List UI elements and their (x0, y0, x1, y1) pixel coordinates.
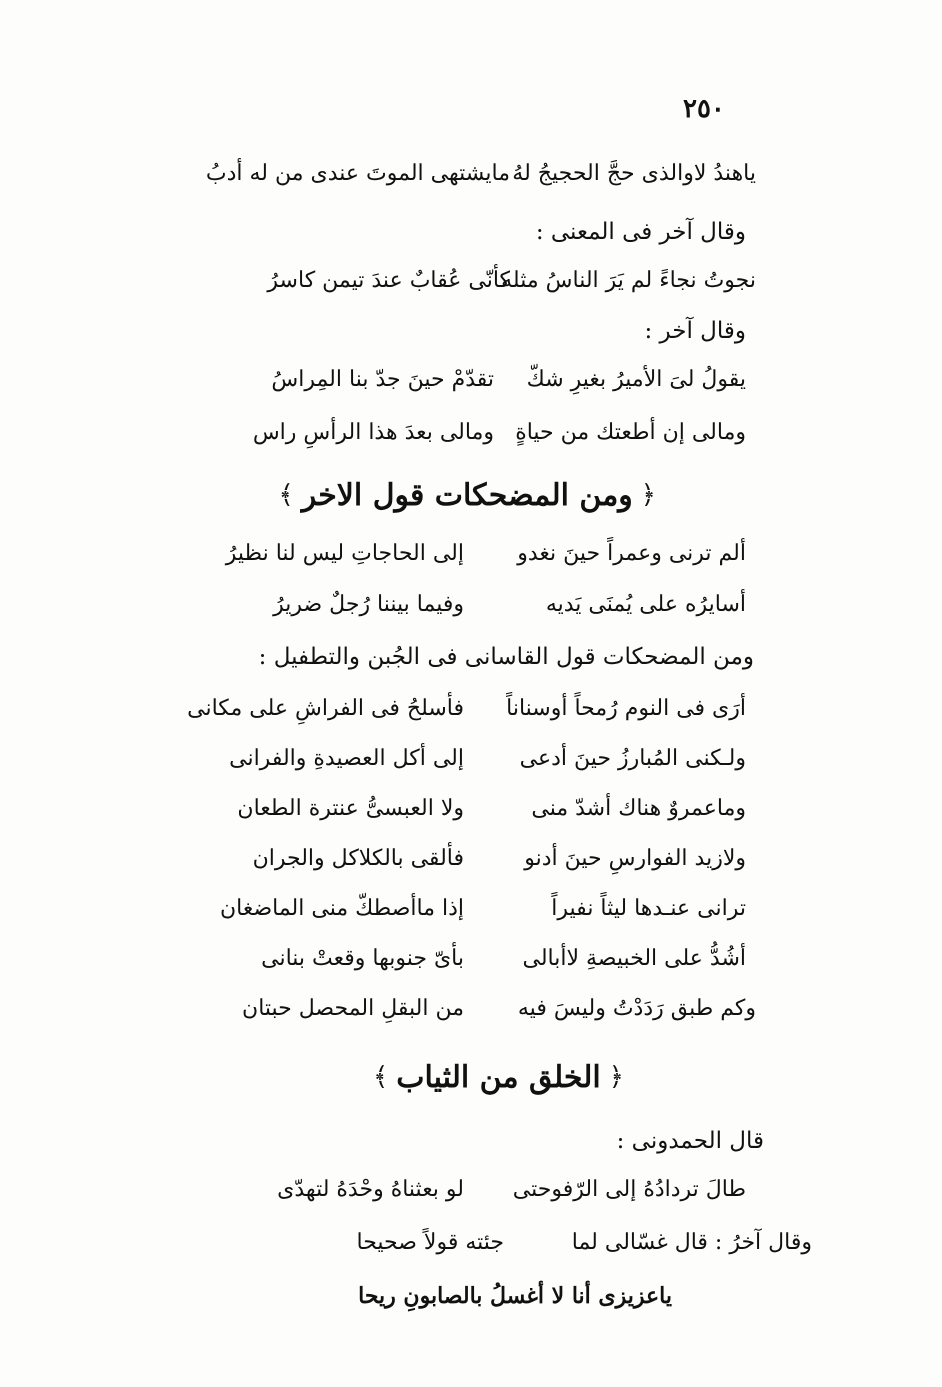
verse-left: ومالى بعدَ هذا الرأسِ راس (252, 420, 494, 445)
verse-right: أرَى فى النوم رُمحاً أوسناناً (506, 696, 746, 721)
verse-left: ولا العبسىُّ عنترة الطعان (237, 796, 464, 821)
prose-line: قال الحمدونى : (616, 1128, 764, 1154)
verse-left: فألقى بالكلاكل والجران (252, 846, 464, 871)
prose-line: وقال آخر : (644, 318, 746, 344)
verse-right: ومالى إن أطعتك من حياةٍ (515, 420, 746, 445)
page-number: ٢٥٠ (683, 94, 725, 124)
section-heading (278, 478, 656, 514)
verse-left: مايشتهى الموتَ عندى من له أدبُ (205, 161, 510, 186)
heading-text: ومن المضحكات قول الاخر (301, 478, 633, 513)
verse-left: لو بعثناهُ وحْدَهُ لتهدّى (277, 1177, 464, 1202)
heading-text: الخلق من الثياب (396, 1060, 601, 1095)
verse-right: ياعزيزى أنا لا أغسلُ بالصابونِ ريحا (358, 1283, 672, 1309)
verse-right: أسايرُه على يُمنَى يَديه (545, 592, 746, 617)
verse-left: إذا ماأصطكّ منى الماضغان (219, 896, 464, 921)
verse-left: كأنّى عُقابٌ عندَ تيمن كاسرُ (267, 268, 510, 293)
prose-line: ومن المضحكات قول القاسانى فى الجُبن والتطفيل : (258, 644, 754, 670)
verse-left: فأسلحُ فى الفراشِ على مكانى (187, 696, 464, 721)
verse-right: ولـكنى المُبارزُ حينَ أدعى (519, 746, 746, 771)
ornament-bracket-close: ﴾ (372, 1062, 389, 1093)
verse-right: ياهندُ لاوالذى حجَّ الحجيجُ لهُ (512, 161, 756, 186)
verse-right: وقال آخرُ : قال غسّالى لما (571, 1230, 812, 1255)
verse-right: ألم ترنى وعمراً حينَ نغدو (517, 541, 746, 566)
ornament-bracket-open: ﴿ (608, 1062, 624, 1093)
ornament-bracket-close: ﴾ (278, 480, 294, 511)
verse-right: أشُدُّ على الخبيصةِ لاأبالى (522, 946, 746, 971)
section-heading (373, 1060, 624, 1096)
verse-right: وماعمروٌ هناك أشدّ منى (531, 796, 746, 821)
verse-left: بأىّ جنوبها وقعتْ بنانى (261, 946, 464, 971)
verse-left: وفيما بيننا رُجلٌ ضريرُ (273, 592, 464, 617)
verse-right: ترانى عنـدها ليثاً نفيراً (551, 896, 746, 921)
verse-left: إلى الحاجاتِ ليس لنا نظيرُ (225, 541, 464, 566)
verse-right: ولازيد الفوارسِ حينَ أدنو (524, 846, 746, 871)
verse-right: وكم طبق رَدَدْتُ وليسَ فيه (517, 996, 756, 1021)
verse-right: يقولُ لىَ الأميرُ بغيرِ شكّ (526, 367, 746, 392)
verse-left: تقدّمْ حينَ جدّ بنا المِراسُ (271, 367, 494, 392)
verse-left: من البقلِ المحصل حبتان (242, 996, 464, 1021)
ornament-bracket-open: ﴿ (640, 480, 656, 511)
verse-left: إلى أكل العصيدةِ والفرانى (229, 746, 464, 771)
prose-line: وقال آخر فى المعنى : (535, 219, 746, 245)
verse-right: طالَ تردادُهُ إلى الرّفوحتى (512, 1177, 746, 1202)
verse-left: جئته قولاً صحيحا (356, 1230, 504, 1255)
verse-right: نجوتُ نجاءً لم يَرَ الناسُ مثله (501, 268, 756, 293)
